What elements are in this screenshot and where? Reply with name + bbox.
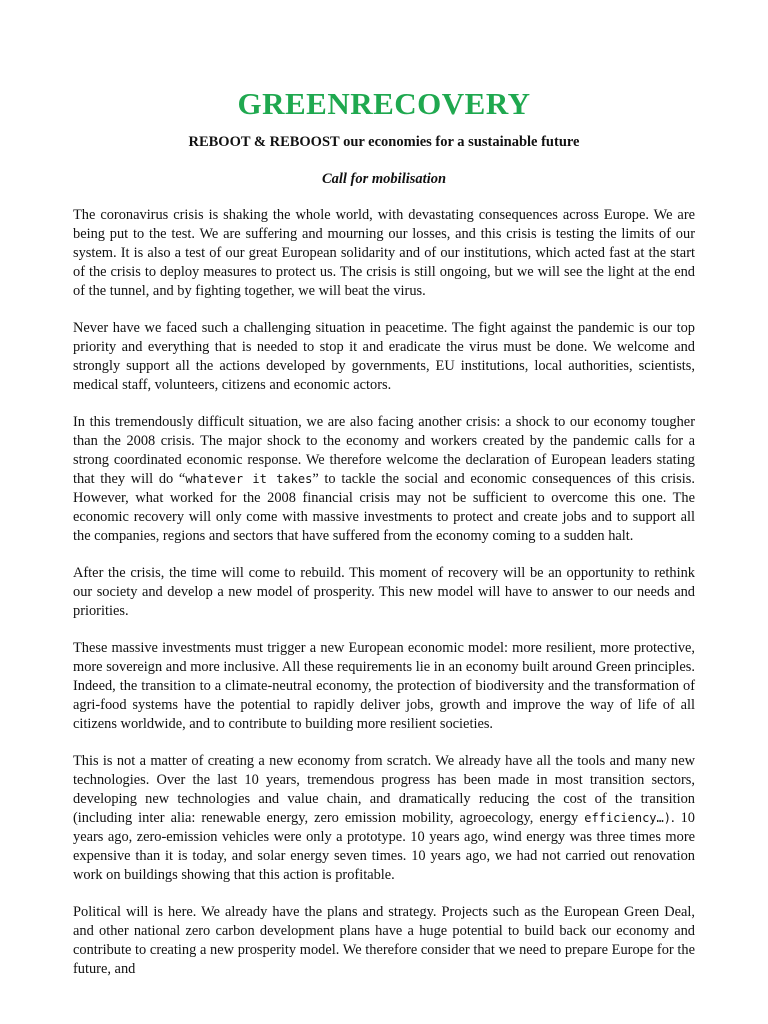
efficiency-word: efficiency…) [584, 811, 671, 825]
paragraph-3-part-a: In this tremendously difficult situation, we are also facing another crisis: a shock to our economy tougher than the 2008 crisis. The major shock to the economy and workers created by the pandemic calls for a strong coordinated economic response. We therefore welcome the declaration of European leaders stating that they will do “ [73, 414, 695, 487]
document-body [73, 206, 695, 997]
paragraph-6-part-b: . 10 years ago, zero-emission vehicles were only a prototype. 10 years ago, wind energy was three times more expensive than it is today, and solar energy seven times. 10 years ago, we had not carried out renovation work on buildings showing that this action is profitable. [73, 810, 695, 883]
paragraph-3 [73, 413, 695, 546]
paragraph-7: Political will is here. We already have the plans and strategy. Projects such as the European Green Deal, and other national zero carbon development plans have a huge potential to build back our economy and contribute to creating a new prosperity model. We therefore consider that we need to prepare Europe for the future, and [73, 904, 695, 977]
paragraph-1: The coronavirus crisis is shaking the whole world, with devastating consequences across Europe. We are being put to the test. We are suffering and mourning our losses, and this crisis is testing the limits of our system. It is also a test of our great European solidarity and of our institutions, which acted fast at the start of the crisis to deploy measures to protect us. The crisis is still ongoing, but we will see the light at the end of the tunnel, and by fighting together, we will beat the virus. [73, 207, 695, 299]
call-for-mobilisation: Call for mobilisation [321, 171, 447, 187]
paragraph-3-part-b: ” to tackle the social and economic consequences of this crisis. However, what worked for the 2008 financial crisis may not be sufficient to overcome this one. The economic recovery will only come with massive investments to protect and create jobs and to support all the companies, regions and sectors that have suffered from the economy coming to a sudden halt. [73, 471, 695, 544]
paragraph-6-part-a: This is not a matter of creating a new economy from scratch. We already have all the tools and many new technologies. Over the last 10 years, tremendous progress has been made in most transition sectors, developing new technologies and value chain, and dramatically reducing the cost of the transition (including inter alia: renewable energy, zero emission mobility, agroecology, energy [73, 753, 695, 826]
whatever-it-takes-quote: whatever it takes [185, 472, 313, 486]
document-title: GREENRECOVERY [237, 86, 531, 121]
document-subtitle: REBOOT & REBOOST our economies for a sustainable future [188, 134, 580, 150]
paragraph-4: After the crisis, the time will come to rebuild. This moment of recovery will be an opportunity to rethink our society and develop a new model of prosperity. This new model will have to answer to our needs and priorities. [73, 565, 695, 619]
paragraph-6 [73, 752, 695, 885]
paragraph-5: These massive investments must trigger a new European economic model: more resilient, more protective, more sovereign and more inclusive. All these requirements lie in an economy built around Green principles. Indeed, the transition to a climate-neutral economy, the protection of biodiversity and the transformation of agri-food systems have the potential to rapidly deliver jobs, growth and improve the way of life of all citizens worldwide, and to contribute to building more resilient societies. [73, 640, 695, 732]
paragraph-2: Never have we faced such a challenging situation in peacetime. The fight against the pandemic is our top priority and everything that is needed to stop it and eradicate the virus must be done. We welcome and strongly support all the actions developed by governments, EU institutions, local authorities, scientists, medical staff, volunteers, citizens and economic actors. [73, 320, 695, 393]
